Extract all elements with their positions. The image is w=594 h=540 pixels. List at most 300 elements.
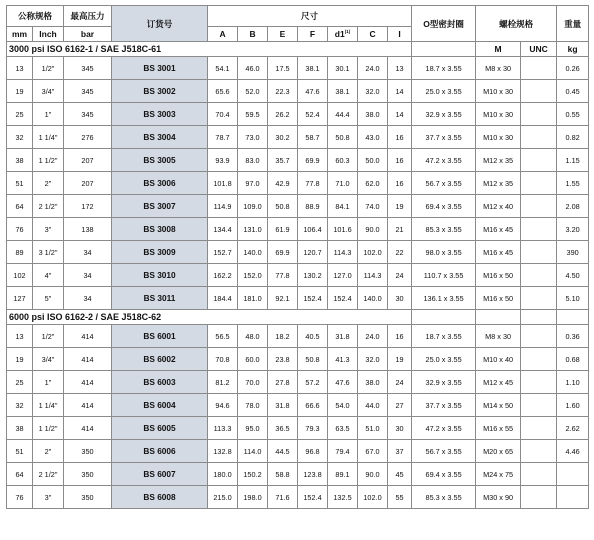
oring-cell: 85.3 x 3.55 xyxy=(412,486,476,509)
weight-cell: 0.82 xyxy=(557,126,589,149)
dim-a-cell: 56.5 xyxy=(208,325,238,348)
dim-c-cell: 74.0 xyxy=(358,195,388,218)
table-row xyxy=(7,195,589,218)
bolt-m-cell: M14 x 50 xyxy=(476,394,521,417)
table-row xyxy=(7,57,589,80)
size-mm-cell: 32 xyxy=(7,126,33,149)
section-6000-psi xyxy=(7,310,589,509)
dim-i-cell: 22 xyxy=(388,241,412,264)
size-inch-cell: 1 1/4" xyxy=(33,394,64,417)
dim-c-cell: 51.0 xyxy=(358,417,388,440)
pressure-cell: 34 xyxy=(64,287,112,310)
weight-cell: 1.10 xyxy=(557,371,589,394)
dim-f-cell: 38.1 xyxy=(298,57,328,80)
bolt-unc-cell xyxy=(521,287,557,310)
oring-cell: 32.9 x 3.55 xyxy=(412,103,476,126)
dim-b-cell: 95.0 xyxy=(238,417,268,440)
bolt-unc-cell xyxy=(521,463,557,486)
bolt-unc-cell xyxy=(521,57,557,80)
dim-col-header-d1: d1$^{(1)}$ xyxy=(328,27,358,42)
weight-unit: kg xyxy=(557,42,589,57)
size-inch-cell: 3/4" xyxy=(33,348,64,371)
dim-i-cell: 13 xyxy=(388,57,412,80)
order-code-cell: BS 6007 xyxy=(112,463,208,486)
dim-b-cell: 60.0 xyxy=(238,348,268,371)
dim-a-cell: 70.4 xyxy=(208,103,238,126)
weight-cell: 0.36 xyxy=(557,325,589,348)
order-code-cell: BS 3003 xyxy=(112,103,208,126)
dim-f-cell: 152.4 xyxy=(298,287,328,310)
dim-a-cell: 78.7 xyxy=(208,126,238,149)
dim-b-cell: 78.0 xyxy=(238,394,268,417)
order-code-cell: BS 3001 xyxy=(112,57,208,80)
table-row xyxy=(7,241,589,264)
dim-b-cell: 97.0 xyxy=(238,172,268,195)
bolt-m-unit: M xyxy=(476,42,521,57)
table-row xyxy=(7,149,589,172)
section-spacer xyxy=(412,42,476,57)
bolt-unc-cell xyxy=(521,80,557,103)
order-code-cell: BS 6005 xyxy=(112,417,208,440)
order-code-cell: BS 6008 xyxy=(112,486,208,509)
size-mm-cell: 13 xyxy=(7,325,33,348)
dim-a-cell: 81.2 xyxy=(208,371,238,394)
pressure-cell: 207 xyxy=(64,149,112,172)
weight-cell: 0.45 xyxy=(557,80,589,103)
size-inch-cell: 2 1/2" xyxy=(33,195,64,218)
dim-f-cell: 88.9 xyxy=(298,195,328,218)
dim-d1-cell: 47.6 xyxy=(328,371,358,394)
pressure-cell: 350 xyxy=(64,463,112,486)
bolt-unc-cell xyxy=(521,264,557,287)
dim-b-cell: 109.0 xyxy=(238,195,268,218)
bolt-m-cell: M10 x 30 xyxy=(476,126,521,149)
dim-d1-cell: 79.4 xyxy=(328,440,358,463)
table-row xyxy=(7,348,589,371)
table-row xyxy=(7,264,589,287)
bolt-unc-cell xyxy=(521,103,557,126)
size-mm-cell: 25 xyxy=(7,371,33,394)
dim-c-cell: 44.0 xyxy=(358,394,388,417)
bolt-unc-cell xyxy=(521,417,557,440)
size-mm-cell: 38 xyxy=(7,417,33,440)
dim-c-cell: 67.0 xyxy=(358,440,388,463)
dim-i-cell: 19 xyxy=(388,348,412,371)
dim-i-cell: 55 xyxy=(388,486,412,509)
section-3000-psi xyxy=(7,42,589,310)
dim-d1-cell: 132.5 xyxy=(328,486,358,509)
dim-f-cell: 58.7 xyxy=(298,126,328,149)
table-row xyxy=(7,463,589,486)
section-title: 3000 psi ISO 6162-1 / SAE J518C-61 xyxy=(7,42,412,57)
dim-a-cell: 184.4 xyxy=(208,287,238,310)
table-row xyxy=(7,103,589,126)
dim-a-cell: 70.8 xyxy=(208,348,238,371)
weight-cell: 0.26 xyxy=(557,57,589,80)
bolt-m-cell: M10 x 30 xyxy=(476,103,521,126)
dim-i-cell: 16 xyxy=(388,149,412,172)
order-code-cell: BS 3002 xyxy=(112,80,208,103)
dim-d1-cell: 89.1 xyxy=(328,463,358,486)
weight-cell: 390 xyxy=(557,241,589,264)
order-code-cell: BS 6002 xyxy=(112,348,208,371)
dim-a-cell: 152.7 xyxy=(208,241,238,264)
weight-cell: 0.68 xyxy=(557,348,589,371)
pressure-cell: 276 xyxy=(64,126,112,149)
size-inch-cell: 1 1/2" xyxy=(33,149,64,172)
bolt-unc-unit: UNC xyxy=(521,42,557,57)
dim-i-cell: 27 xyxy=(388,394,412,417)
dim-d1-cell: 50.8 xyxy=(328,126,358,149)
size-inch-cell: 2 1/2" xyxy=(33,463,64,486)
size-mm-cell: 64 xyxy=(7,463,33,486)
size-inch-cell: 3/4" xyxy=(33,80,64,103)
size-mm-cell: 51 xyxy=(7,172,33,195)
bolt-m-cell: M12 x 40 xyxy=(476,195,521,218)
size-mm-cell: 64 xyxy=(7,195,33,218)
dim-a-cell: 180.0 xyxy=(208,463,238,486)
bolt-unc-cell xyxy=(521,195,557,218)
dim-d1-cell: 30.1 xyxy=(328,57,358,80)
bar-header: bar xyxy=(64,27,112,42)
size-inch-cell: 3" xyxy=(33,486,64,509)
size-inch-cell: 2" xyxy=(33,440,64,463)
table-row xyxy=(7,80,589,103)
weight-cell: 5.10 xyxy=(557,287,589,310)
size-inch-cell: 1 1/2" xyxy=(33,417,64,440)
dim-i-cell: 19 xyxy=(388,195,412,218)
pressure-cell: 414 xyxy=(64,417,112,440)
table-row xyxy=(7,394,589,417)
bolt-m-cell: M24 x 75 xyxy=(476,463,521,486)
weight-cell xyxy=(557,486,589,509)
bolt-m-cell: M16 x 55 xyxy=(476,417,521,440)
dim-e-cell: 61.9 xyxy=(268,218,298,241)
bolt-m-cell: M8 x 30 xyxy=(476,325,521,348)
dim-f-cell: 120.7 xyxy=(298,241,328,264)
dim-d1-cell: 41.3 xyxy=(328,348,358,371)
bolt-unc-cell xyxy=(521,172,557,195)
dim-e-cell: 92.1 xyxy=(268,287,298,310)
size-inch-cell: 2" xyxy=(33,172,64,195)
dim-f-cell: 130.2 xyxy=(298,264,328,287)
dim-f-cell: 50.8 xyxy=(298,348,328,371)
bolt-header: 螺栓规格 xyxy=(476,6,557,42)
bolt-m-cell: M16 x 45 xyxy=(476,241,521,264)
pressure-cell: 414 xyxy=(64,348,112,371)
dim-b-cell: 46.0 xyxy=(238,57,268,80)
dim-d1-cell: 71.0 xyxy=(328,172,358,195)
order-code-header: 订货号 xyxy=(112,6,208,42)
footnote-marker: (1) xyxy=(344,29,351,35)
weight-header: 重量 xyxy=(557,6,589,42)
dim-col-header: E xyxy=(268,27,298,42)
dim-c-cell: 38.0 xyxy=(358,103,388,126)
dim-e-cell: 50.8 xyxy=(268,195,298,218)
section-spacer xyxy=(476,310,521,325)
dim-c-cell: 62.0 xyxy=(358,172,388,195)
dim-f-cell: 77.8 xyxy=(298,172,328,195)
size-inch-cell: 1 1/4" xyxy=(33,126,64,149)
weight-cell: 4.46 xyxy=(557,440,589,463)
dim-i-cell: 14 xyxy=(388,80,412,103)
size-mm-cell: 76 xyxy=(7,486,33,509)
table-row xyxy=(7,325,589,348)
flange-spec-table xyxy=(6,5,589,509)
section-spacer xyxy=(412,310,476,325)
dim-f-cell: 96.8 xyxy=(298,440,328,463)
oring-cell: 37.7 x 3.55 xyxy=(412,126,476,149)
pressure-cell: 345 xyxy=(64,57,112,80)
weight-cell: 3.20 xyxy=(557,218,589,241)
bolt-unc-cell xyxy=(521,394,557,417)
dim-e-cell: 22.3 xyxy=(268,80,298,103)
dim-d1-cell: 38.1 xyxy=(328,80,358,103)
dim-c-cell: 32.0 xyxy=(358,348,388,371)
table-row xyxy=(7,172,589,195)
dim-col-header: F xyxy=(298,27,328,42)
oring-cell: 98.0 x 3.55 xyxy=(412,241,476,264)
dim-b-cell: 73.0 xyxy=(238,126,268,149)
bolt-unc-cell xyxy=(521,241,557,264)
pressure-cell: 172 xyxy=(64,195,112,218)
max-pressure-header: 最高压力 xyxy=(64,6,112,27)
dim-a-cell: 114.9 xyxy=(208,195,238,218)
dim-d1-cell: 127.0 xyxy=(328,264,358,287)
dim-c-cell: 140.0 xyxy=(358,287,388,310)
dim-a-cell: 113.3 xyxy=(208,417,238,440)
dim-b-cell: 198.0 xyxy=(238,486,268,509)
order-code-cell: BS 3008 xyxy=(112,218,208,241)
table-row xyxy=(7,417,589,440)
dim-c-cell: 114.3 xyxy=(358,264,388,287)
weight-cell: 2.62 xyxy=(557,417,589,440)
dim-c-cell: 50.0 xyxy=(358,149,388,172)
dim-c-cell: 90.0 xyxy=(358,463,388,486)
pressure-cell: 34 xyxy=(64,241,112,264)
inch-header: Inch xyxy=(33,27,64,42)
dim-e-cell: 23.8 xyxy=(268,348,298,371)
size-mm-cell: 127 xyxy=(7,287,33,310)
oring-cell: 25.0 x 3.55 xyxy=(412,348,476,371)
dim-b-cell: 52.0 xyxy=(238,80,268,103)
pressure-cell: 34 xyxy=(64,264,112,287)
dim-b-cell: 83.0 xyxy=(238,149,268,172)
section-spacer xyxy=(557,310,589,325)
oring-header: O型密封圈 xyxy=(412,6,476,42)
dim-i-cell: 21 xyxy=(388,218,412,241)
dim-b-cell: 150.2 xyxy=(238,463,268,486)
section-title: 6000 psi ISO 6162-2 / SAE J518C-62 xyxy=(7,310,412,325)
size-inch-cell: 5" xyxy=(33,287,64,310)
bolt-m-cell: M8 x 30 xyxy=(476,57,521,80)
dim-a-cell: 101.8 xyxy=(208,172,238,195)
dim-f-cell: 40.5 xyxy=(298,325,328,348)
oring-cell: 69.4 x 3.55 xyxy=(412,195,476,218)
size-mm-cell: 38 xyxy=(7,149,33,172)
dim-e-cell: 58.8 xyxy=(268,463,298,486)
dim-f-cell: 69.9 xyxy=(298,149,328,172)
bolt-unc-cell xyxy=(521,149,557,172)
bolt-unc-cell xyxy=(521,371,557,394)
bolt-m-cell: M30 x 90 xyxy=(476,486,521,509)
dim-f-cell: 47.6 xyxy=(298,80,328,103)
bolt-m-cell: M12 x 35 xyxy=(476,149,521,172)
dim-b-cell: 59.5 xyxy=(238,103,268,126)
dim-e-cell: 35.7 xyxy=(268,149,298,172)
size-inch-cell: 3 1/2" xyxy=(33,241,64,264)
pressure-cell: 350 xyxy=(64,440,112,463)
size-inch-cell: 1/2" xyxy=(33,325,64,348)
size-mm-cell: 25 xyxy=(7,103,33,126)
dim-f-cell: 52.4 xyxy=(298,103,328,126)
dim-e-cell: 31.8 xyxy=(268,394,298,417)
bolt-unc-cell xyxy=(521,440,557,463)
dim-a-cell: 94.6 xyxy=(208,394,238,417)
dim-f-cell: 57.2 xyxy=(298,371,328,394)
dim-b-cell: 48.0 xyxy=(238,325,268,348)
table-row xyxy=(7,126,589,149)
size-mm-cell: 19 xyxy=(7,80,33,103)
pressure-cell: 414 xyxy=(64,371,112,394)
dim-e-cell: 18.2 xyxy=(268,325,298,348)
dim-f-cell: 66.6 xyxy=(298,394,328,417)
dim-a-cell: 54.1 xyxy=(208,57,238,80)
weight-cell: 0.55 xyxy=(557,103,589,126)
dim-i-cell: 37 xyxy=(388,440,412,463)
oring-cell: 69.4 x 3.55 xyxy=(412,463,476,486)
dim-i-cell: 45 xyxy=(388,463,412,486)
weight-cell: 1.55 xyxy=(557,172,589,195)
bolt-unc-cell xyxy=(521,126,557,149)
size-mm-cell: 19 xyxy=(7,348,33,371)
pressure-cell: 414 xyxy=(64,325,112,348)
dim-b-cell: 114.0 xyxy=(238,440,268,463)
oring-cell: 18.7 x 3.55 xyxy=(412,325,476,348)
dim-a-cell: 65.6 xyxy=(208,80,238,103)
order-code-cell: BS 6003 xyxy=(112,371,208,394)
dim-f-cell: 106.4 xyxy=(298,218,328,241)
oring-cell: 110.7 x 3.55 xyxy=(412,264,476,287)
table-row xyxy=(7,371,589,394)
dim-d1-cell: 44.4 xyxy=(328,103,358,126)
dim-d1-cell: 54.0 xyxy=(328,394,358,417)
dim-e-cell: 26.2 xyxy=(268,103,298,126)
oring-cell: 18.7 x 3.55 xyxy=(412,57,476,80)
dim-d1-cell: 152.4 xyxy=(328,287,358,310)
dim-col-header: B xyxy=(238,27,268,42)
dim-i-cell: 16 xyxy=(388,126,412,149)
size-mm-cell: 76 xyxy=(7,218,33,241)
dim-e-cell: 27.8 xyxy=(268,371,298,394)
size-inch-cell: 4" xyxy=(33,264,64,287)
dim-c-cell: 32.0 xyxy=(358,80,388,103)
size-inch-cell: 1" xyxy=(33,103,64,126)
dim-i-cell: 16 xyxy=(388,172,412,195)
dim-f-cell: 152.4 xyxy=(298,486,328,509)
order-code-cell: BS 3005 xyxy=(112,149,208,172)
dim-b-cell: 181.0 xyxy=(238,287,268,310)
dim-e-cell: 44.5 xyxy=(268,440,298,463)
bolt-m-cell: M16 x 45 xyxy=(476,218,521,241)
dim-e-cell: 71.6 xyxy=(268,486,298,509)
pressure-cell: 350 xyxy=(64,486,112,509)
dim-a-cell: 134.4 xyxy=(208,218,238,241)
weight-cell: 2.08 xyxy=(557,195,589,218)
dim-i-cell: 30 xyxy=(388,417,412,440)
dim-d1-cell: 114.3 xyxy=(328,241,358,264)
dim-d1-cell: 84.1 xyxy=(328,195,358,218)
nominal-size-header: 公称规格 xyxy=(7,6,64,27)
dim-c-cell: 102.0 xyxy=(358,241,388,264)
section-spacer xyxy=(521,310,557,325)
weight-cell: 1.15 xyxy=(557,149,589,172)
dim-c-cell: 43.0 xyxy=(358,126,388,149)
pressure-cell: 207 xyxy=(64,172,112,195)
dim-col-header: I xyxy=(388,27,412,42)
dim-c-cell: 90.0 xyxy=(358,218,388,241)
order-code-cell: BS 3006 xyxy=(112,172,208,195)
order-code-cell: BS 6004 xyxy=(112,394,208,417)
order-code-cell: BS 3007 xyxy=(112,195,208,218)
pressure-cell: 345 xyxy=(64,103,112,126)
size-inch-cell: 3" xyxy=(33,218,64,241)
oring-cell: 32.9 x 3.55 xyxy=(412,371,476,394)
size-mm-cell: 51 xyxy=(7,440,33,463)
order-code-cell: BS 3011 xyxy=(112,287,208,310)
dim-c-cell: 24.0 xyxy=(358,325,388,348)
dim-b-cell: 140.0 xyxy=(238,241,268,264)
dim-col-header: C xyxy=(358,27,388,42)
bolt-unc-cell xyxy=(521,218,557,241)
dim-i-cell: 24 xyxy=(388,371,412,394)
pressure-cell: 414 xyxy=(64,394,112,417)
oring-cell: 47.2 x 3.55 xyxy=(412,149,476,172)
order-code-cell: BS 6006 xyxy=(112,440,208,463)
weight-cell xyxy=(557,463,589,486)
size-mm-cell: 89 xyxy=(7,241,33,264)
dim-a-cell: 162.2 xyxy=(208,264,238,287)
size-inch-cell: 1" xyxy=(33,371,64,394)
oring-cell: 56.7 x 3.55 xyxy=(412,440,476,463)
dim-a-cell: 93.9 xyxy=(208,149,238,172)
dim-i-cell: 30 xyxy=(388,287,412,310)
order-code-cell: BS 6001 xyxy=(112,325,208,348)
oring-cell: 85.3 x 3.55 xyxy=(412,218,476,241)
oring-cell: 25.0 x 3.55 xyxy=(412,80,476,103)
dim-a-cell: 215.0 xyxy=(208,486,238,509)
bolt-m-cell: M16 x 50 xyxy=(476,287,521,310)
bolt-unc-cell xyxy=(521,348,557,371)
pressure-cell: 345 xyxy=(64,80,112,103)
dim-e-cell: 30.2 xyxy=(268,126,298,149)
table-row xyxy=(7,440,589,463)
dim-e-cell: 17.5 xyxy=(268,57,298,80)
table-row xyxy=(7,218,589,241)
order-code-cell: BS 3010 xyxy=(112,264,208,287)
table-row xyxy=(7,486,589,509)
weight-cell: 4.50 xyxy=(557,264,589,287)
dim-d1-cell: 63.5 xyxy=(328,417,358,440)
bolt-m-cell: M16 x 50 xyxy=(476,264,521,287)
order-code-cell: BS 3004 xyxy=(112,126,208,149)
dim-e-cell: 42.9 xyxy=(268,172,298,195)
mm-header: mm xyxy=(7,27,33,42)
weight-cell: 1.60 xyxy=(557,394,589,417)
bolt-unc-cell xyxy=(521,325,557,348)
bolt-m-cell: M12 x 35 xyxy=(476,172,521,195)
pressure-cell: 138 xyxy=(64,218,112,241)
